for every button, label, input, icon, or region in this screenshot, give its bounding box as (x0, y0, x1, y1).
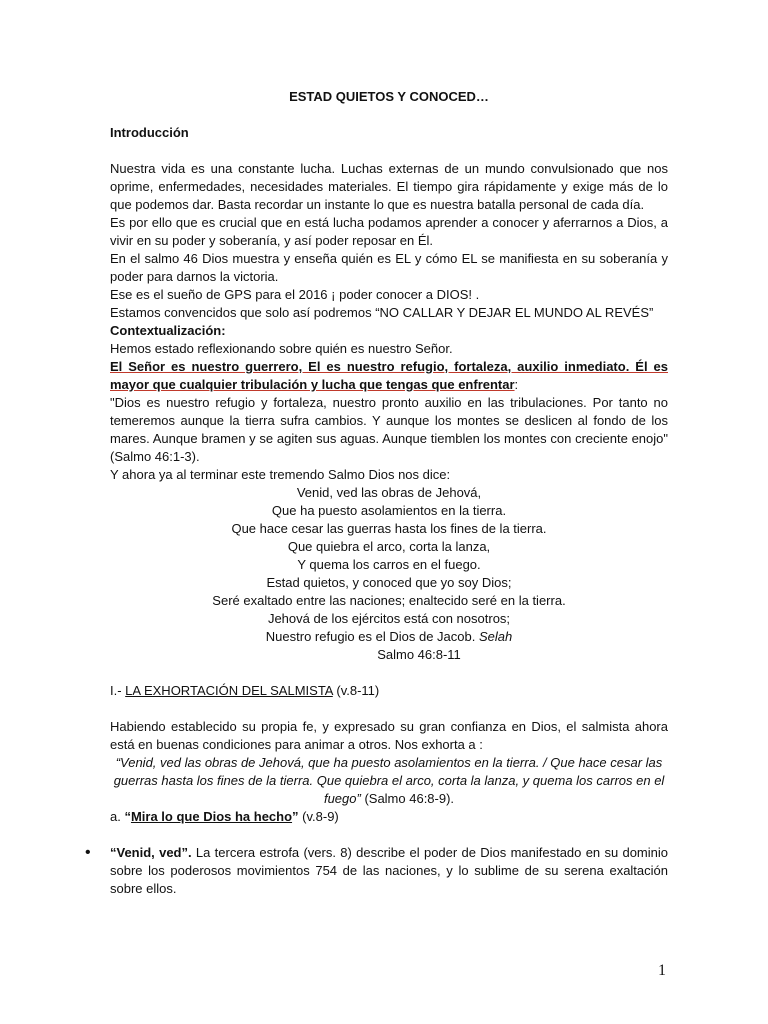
context-line: Hemos estado reflexionando sobre quién es nuestro Señor. (110, 341, 453, 356)
sub-open-quote: “ (124, 809, 131, 824)
psalm-line: Estad quietos, y conoced que yo soy Dios; (266, 575, 512, 590)
spacer (110, 664, 668, 682)
psalm-line: Y quema los carros en el fuego. (297, 557, 481, 572)
psalm-line: Seré exaltado entre las naciones; enaltecido seré en la tierra. (212, 593, 566, 608)
context-quote: "Dios es nuestro refugio y fortaleza, nuestro pronto auxilio en las tribulaciones. Por tanto no temeremos aunque la tierra sufra cambios. Y aunque los montes se deslicen al fondo de los mares. Aunque bramen y se agiten sus aguas. Aunque tiemblen los montes con creciente enojo" (Salmo 46:1-3). (110, 395, 668, 464)
sub-title: Mira lo que Dios ha hecho (130, 809, 293, 824)
intro-paragraph: Estamos convencidos que solo así podremos “NO CALLAR Y DEJAR EL MUNDO AL REVÉS” (110, 305, 654, 320)
psalm-line: Que quiebra el arco, corta la lanza, (287, 539, 491, 554)
section-ref: (v.8-11) (332, 683, 380, 698)
section-prefix: I.- (110, 683, 126, 698)
section-paragraph: Habiendo establecido su propia fe, y expresado su gran confianza en Dios, el salmista ahora está en buenas condiciones para animar a otros. Nos exhorta a : (110, 719, 668, 752)
page-number: 1 (658, 962, 666, 979)
psalm-reference: Salmo 46:8-11 (377, 647, 461, 662)
psalm-last-line: Nuestro refugio es el Dios de Jacob. (265, 629, 476, 644)
psalm-line: Que ha puesto asolamientos en la tierra. (271, 503, 507, 518)
context-colon: : (514, 377, 519, 392)
psalm-selah: Selah (478, 629, 513, 644)
context-transition: Y ahora ya al terminar este tremendo Salmo Dios nos dice: (110, 467, 451, 482)
psalm-line: Venid, ved las obras de Jehová, (296, 485, 482, 500)
intro-paragraph: Es por ello que es crucial que en está lucha podamos aprender a conocer y aferrarnos a Dios, a vivir en su poder y soberanía, y así poder reposar en Él. (110, 215, 668, 248)
psalm-block (110, 484, 668, 664)
context-highlight: El Señor es nuestro guerrero, El es nuestro refugio, fortaleza, auxilio inmediato. Él es mayor que cualquier tribulación y lucha que tengas que enfrentar (110, 359, 668, 392)
document-title: ESTAD QUIETOS Y CONOCED… (289, 89, 489, 104)
spacer (110, 826, 668, 844)
section-quote: “Venid, ved las obras de Jehová, que ha puesto asolamientos en la tierra. / Que hace cesar las guerras hasta los fines de la tierra. Que quiebra el arco, corta la lanza, y quema los carros en el fuego” (113, 755, 665, 806)
bullet-marker: • (85, 844, 91, 861)
context-highlight-paragraph (110, 358, 668, 394)
subheading-a (110, 808, 668, 826)
intro-paragraph: Nuestra vida es una constante lucha. Luchas externas de un mundo convulsionado que nos oprime, enfermedades, necesidades materiales. El tiempo gira rápidamente y exige más de lo que podemos dar. Basta recordar un instante lo que es nuestra batalla personal de cada día. (110, 161, 668, 212)
sub-close-quote: ” (292, 809, 299, 824)
psalm-line: Jehová de los ejércitos está con nosotros; (267, 611, 511, 626)
section-quote-ref: (Salmo 46:8-9). (360, 791, 455, 806)
spacer (110, 142, 668, 160)
bullet-text: La tercera estrofa (vers. 8) describe el poder de Dios manifestado en su dominio sobre los poderosos movimientos 754 de las naciones, y lo sublime de su serena exaltación sobre ellos. (110, 845, 668, 896)
bullet-lead: “Venid, ved”. (110, 845, 192, 860)
section-heading (110, 682, 668, 700)
intro-heading: Introducción (110, 125, 189, 140)
section-title: LA EXHORTACIÓN DEL SALMISTA (125, 683, 333, 698)
section-quote-paragraph (110, 754, 668, 808)
psalm-line: Que hace cesar las guerras hasta los fines de la tierra. (231, 521, 547, 536)
bullet-item (85, 844, 668, 898)
context-heading: Contextualización: (110, 323, 226, 338)
psalm-line (110, 628, 668, 646)
intro-paragraph: En el salmo 46 Dios muestra y enseña quién es EL y cómo EL se manifiesta en su soberanía y poder para darnos la victoria. (110, 251, 668, 284)
intro-paragraph: Ese es el sueño de GPS para el 2016 ¡ poder conocer a DIOS! . (110, 287, 480, 302)
sub-prefix: a. (110, 809, 125, 824)
spacer (110, 700, 668, 718)
sub-ref: (v.8-9) (298, 809, 339, 824)
